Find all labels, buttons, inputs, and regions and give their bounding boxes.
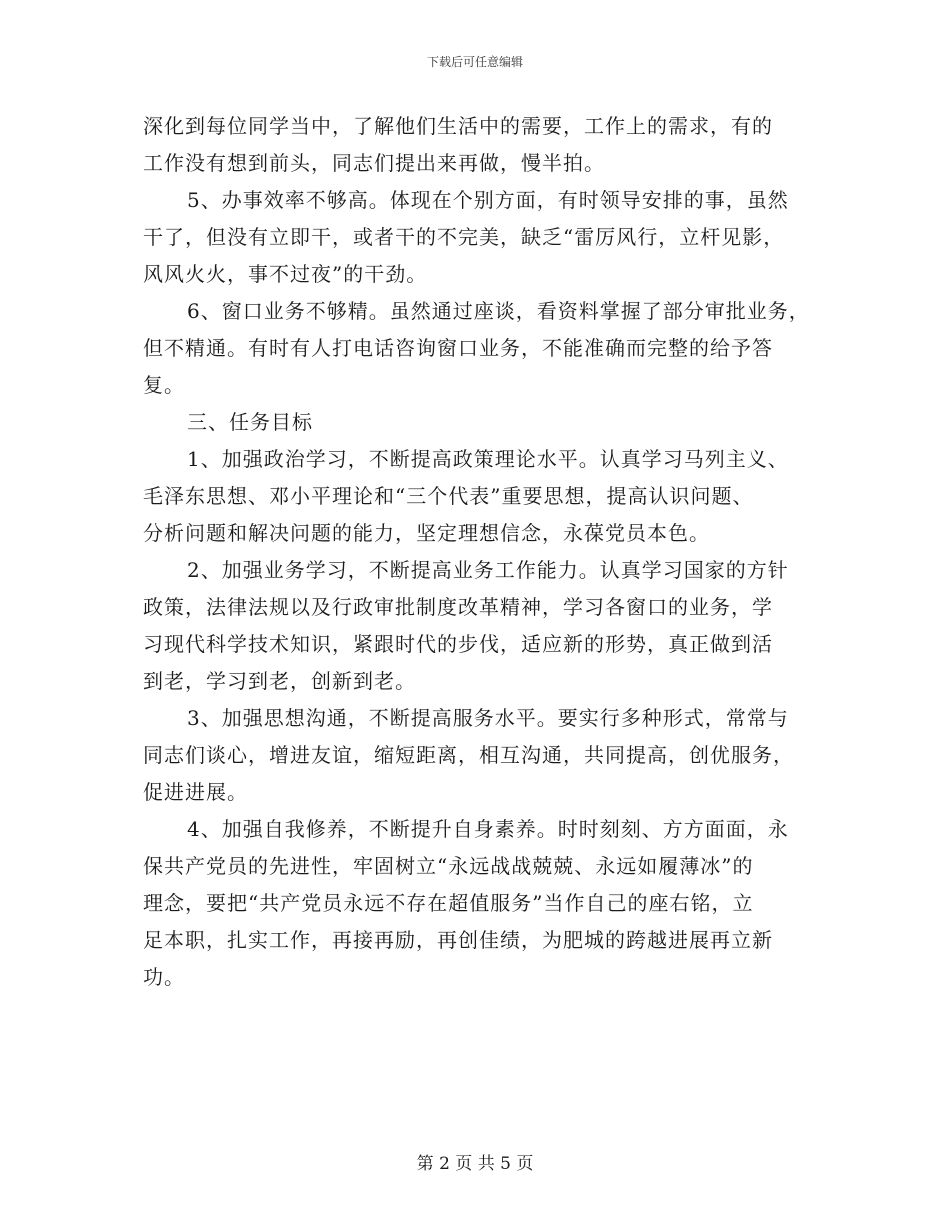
paragraph-line: 毛泽东思想、邓小平理论和“三个代表”重要思想，提高认识问题、 <box>143 484 754 508</box>
paragraph-line: 5、办事效率不够高。体现在个别方面，有时领导安排的事，虽然 <box>187 188 789 212</box>
paragraph <box>143 552 833 700</box>
paragraph-line: 1、加强政治学习，不断提高政策理论水平。认真学习马列主义、 <box>187 447 789 471</box>
paragraph-line: 分析问题和解决问题的能力，坚定理想信念，永葆党员本色。 <box>143 521 710 545</box>
paragraph-line: 理念，要把“共产党员永远不存在超值服务”当作自己的座右铭，立 <box>143 891 754 915</box>
paragraph-line: 复。 <box>143 373 185 397</box>
section-heading-line: 三、任务目标 <box>187 410 313 434</box>
paragraph-line: 保共产党员的先进性，牢固树立“永远战战兢兢、永远如履薄冰”的 <box>143 854 754 878</box>
paragraph-line: 功。 <box>143 965 185 989</box>
paragraph-line: 3、加强思想沟通，不断提高服务水平。要实行多种形式，常常与 <box>187 706 789 730</box>
page-header: 下载后可任意编辑 <box>426 55 523 69</box>
page-number-footer: 第 2 页 共 5 页 <box>416 1154 534 1174</box>
paragraph <box>143 441 833 552</box>
document-body <box>143 108 833 996</box>
paragraph-line: 同志们谈心，增进友谊，缩短距离，相互沟通，共同提高，创优服务， <box>143 743 794 767</box>
paragraph-line: 深化到每位同学当中，了解他们生活中的需要，工作上的需求，有的 <box>143 114 773 138</box>
paragraph <box>143 108 833 182</box>
paragraph-line: 工作没有想到前头，同志们提出来再做，慢半拍。 <box>143 151 605 175</box>
paragraph-line: 6、窗口业务不够精。虽然通过座谈，看资料掌握了部分审批业务， <box>187 299 810 323</box>
paragraph <box>143 293 833 404</box>
paragraph-line: 促进进展。 <box>143 780 248 804</box>
section-heading <box>143 404 833 441</box>
paragraph-line: 风风火火，事不过夜”的干劲。 <box>143 262 428 286</box>
paragraph <box>143 182 833 293</box>
paragraph <box>143 811 833 996</box>
paragraph-line: 到老，学习到老，创新到老。 <box>143 669 416 693</box>
paragraph-line: 习现代科学技术知识，紧跟时代的步伐，适应新的形势，真正做到活 <box>143 632 773 656</box>
paragraph-line: 但不精通。有时有人打电话咨询窗口业务，不能准确而完整的给予答 <box>143 336 773 360</box>
paragraph-line: 干了，但没有立即干，或者干的不完美，缺乏“雷厉风行，立杆见影， <box>143 225 785 249</box>
paragraph <box>143 700 833 811</box>
paragraph-line: 政策，法律法规以及行政审批制度改革精神，学习各窗口的业务，学 <box>143 595 773 619</box>
paragraph-line: 4、加强自我修养，不断提升自身素养。时时刻刻、方方面面，永 <box>187 817 789 841</box>
paragraph-line: 2、加强业务学习，不断提高业务工作能力。认真学习国家的方针 <box>187 558 789 582</box>
paragraph-line: 足本职，扎实工作，再接再励，再创佳绩，为肥城的跨越进展再立新 <box>143 928 773 952</box>
